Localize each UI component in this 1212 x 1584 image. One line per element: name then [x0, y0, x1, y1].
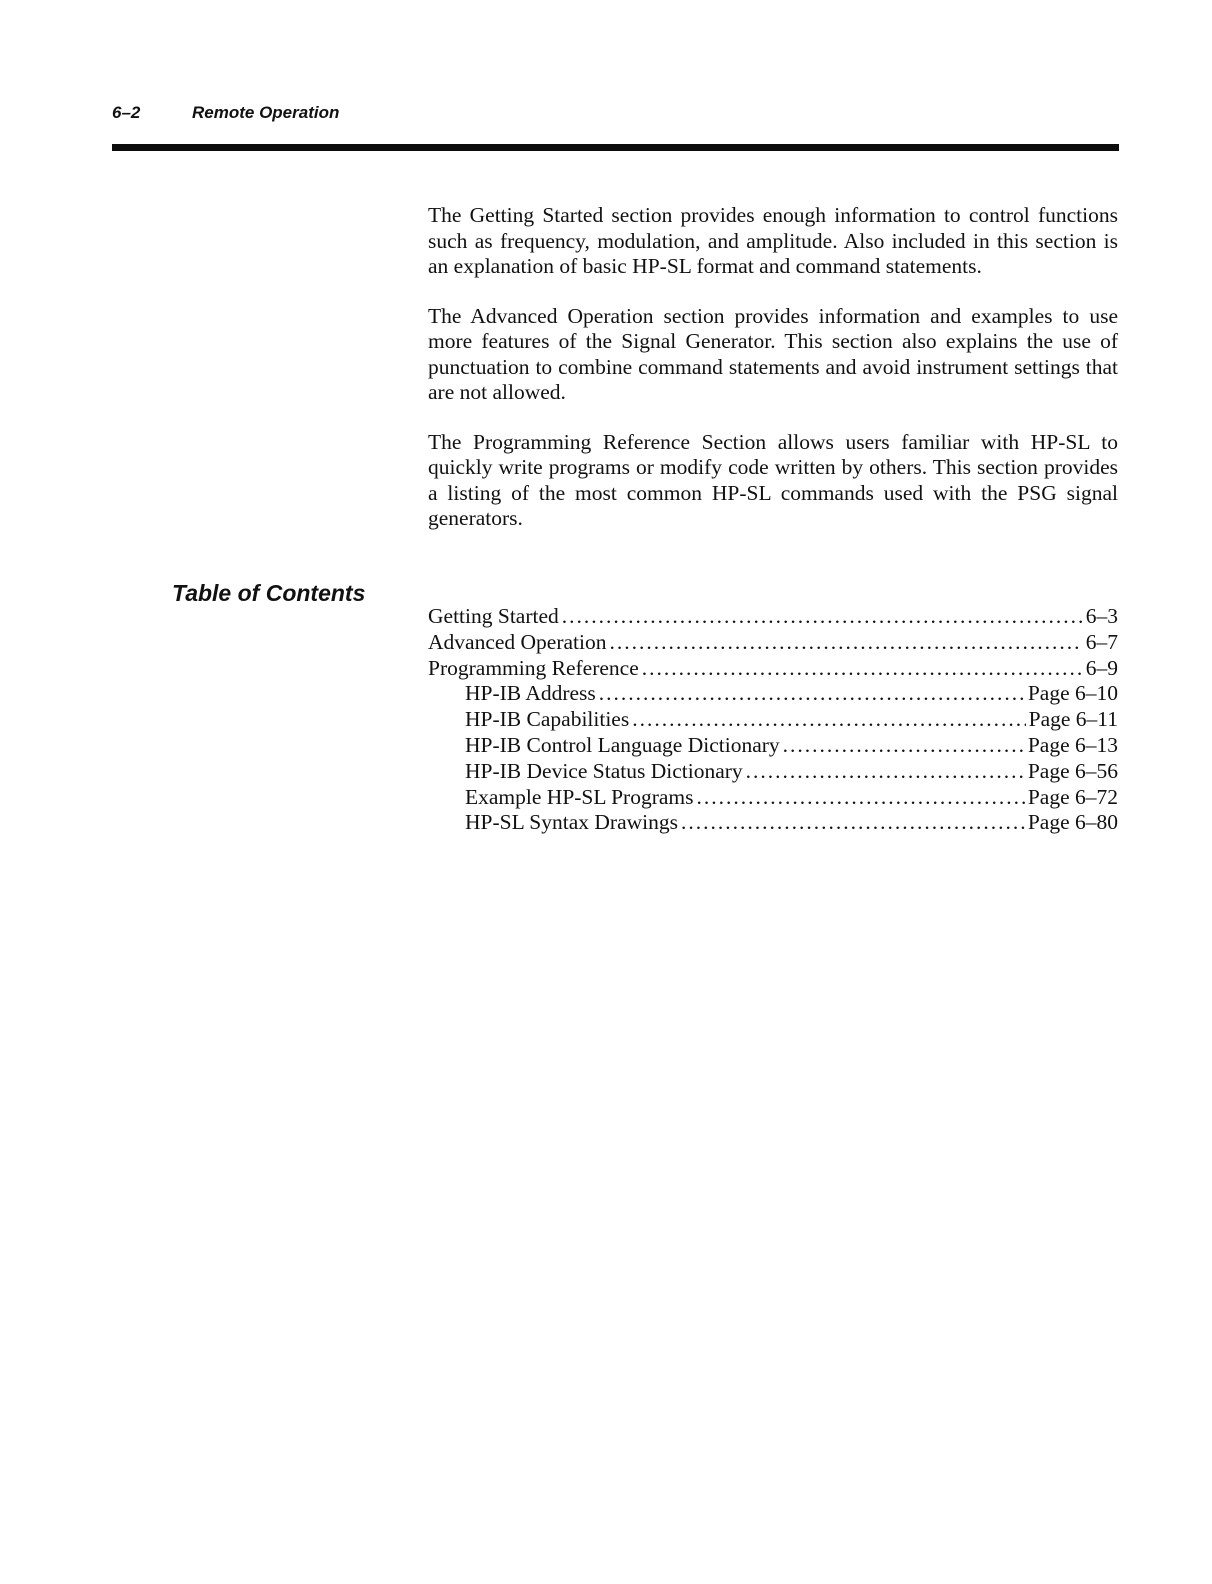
- toc-leader-dots: [783, 733, 1025, 759]
- toc-leader-dots: [632, 707, 1025, 733]
- toc-entry-page: 6–7: [1085, 629, 1118, 654]
- toc-entry-page: 6–9: [1085, 655, 1118, 680]
- toc-subentry[interactable]: [428, 681, 1118, 707]
- toc-entry-title: Example HP-SL Programs: [465, 784, 694, 809]
- toc-leader-dots: [697, 785, 1025, 811]
- toc-entry-page: Page 6–56: [1027, 758, 1118, 783]
- toc-entry[interactable]: [428, 604, 1118, 630]
- intro-text: [428, 203, 1118, 556]
- toc-entry-title: Getting Started: [428, 604, 559, 628]
- toc-leader-dots: [746, 759, 1025, 785]
- section-title: Remote Operation: [192, 103, 340, 122]
- toc-leader-dots: [642, 656, 1083, 682]
- toc-entry-title: HP-IB Device Status Dictionary: [465, 758, 743, 783]
- toc-entry-title: HP-IB Control Language Dictionary: [465, 732, 780, 757]
- table-of-contents: [428, 604, 1118, 836]
- toc-subentry[interactable]: [428, 785, 1118, 811]
- page-header: [112, 103, 339, 123]
- toc-leader-dots: [562, 604, 1083, 630]
- toc-entry-title: Advanced Operation: [428, 629, 607, 654]
- toc-entry-title: HP-SL Syntax Drawings: [465, 810, 679, 835]
- header-rule: [112, 144, 1119, 151]
- toc-subentry[interactable]: [428, 759, 1118, 785]
- toc-subentry[interactable]: [428, 733, 1118, 759]
- toc-entry-title: HP-IB Address: [465, 681, 596, 706]
- paragraph-getting-started: The Getting Started section provides enough information to control functions such as frequency, modulation, and amplitude. Also included in this section is an explanation of basic HP-SL format and command statements.: [428, 203, 1118, 278]
- toc-leader-dots: [610, 630, 1083, 656]
- toc-entry-title: HP-IB Capabilities: [465, 707, 630, 732]
- page-number: 6–2: [112, 103, 141, 122]
- toc-entry-page: Page 6–10: [1027, 681, 1118, 706]
- toc-leader-dots: [599, 681, 1025, 707]
- toc-entry[interactable]: [428, 630, 1118, 656]
- toc-entry-page: Page 6–11: [1028, 707, 1118, 732]
- paragraph-programming-reference: The Programming Reference Section allows users familiar with HP-SL to quickly write programs or modify code written by others. This section provides a listing of the most common HP-SL commands used with the PSG signal generators.: [428, 429, 1118, 530]
- toc-entry-page: Page 6–13: [1027, 732, 1118, 757]
- toc-entry-page: Page 6–80: [1027, 810, 1118, 835]
- toc-entry-title: Programming Reference: [428, 655, 639, 680]
- toc-heading: Table of Contents: [172, 580, 366, 606]
- toc-entry-page: Page 6–72: [1027, 784, 1118, 809]
- toc-subentry[interactable]: [428, 810, 1118, 836]
- toc-leader-dots: [681, 810, 1025, 836]
- paragraph-advanced-operation: The Advanced Operation section provides information and examples to use more features of the Signal Generator. This section also explains the use of punctuation to combine command statements and avoid instrument settings that are not allowed.: [428, 303, 1118, 404]
- toc-entry-page: 6–3: [1085, 604, 1118, 628]
- toc-entry[interactable]: [428, 656, 1118, 682]
- toc-subentry[interactable]: [428, 707, 1118, 733]
